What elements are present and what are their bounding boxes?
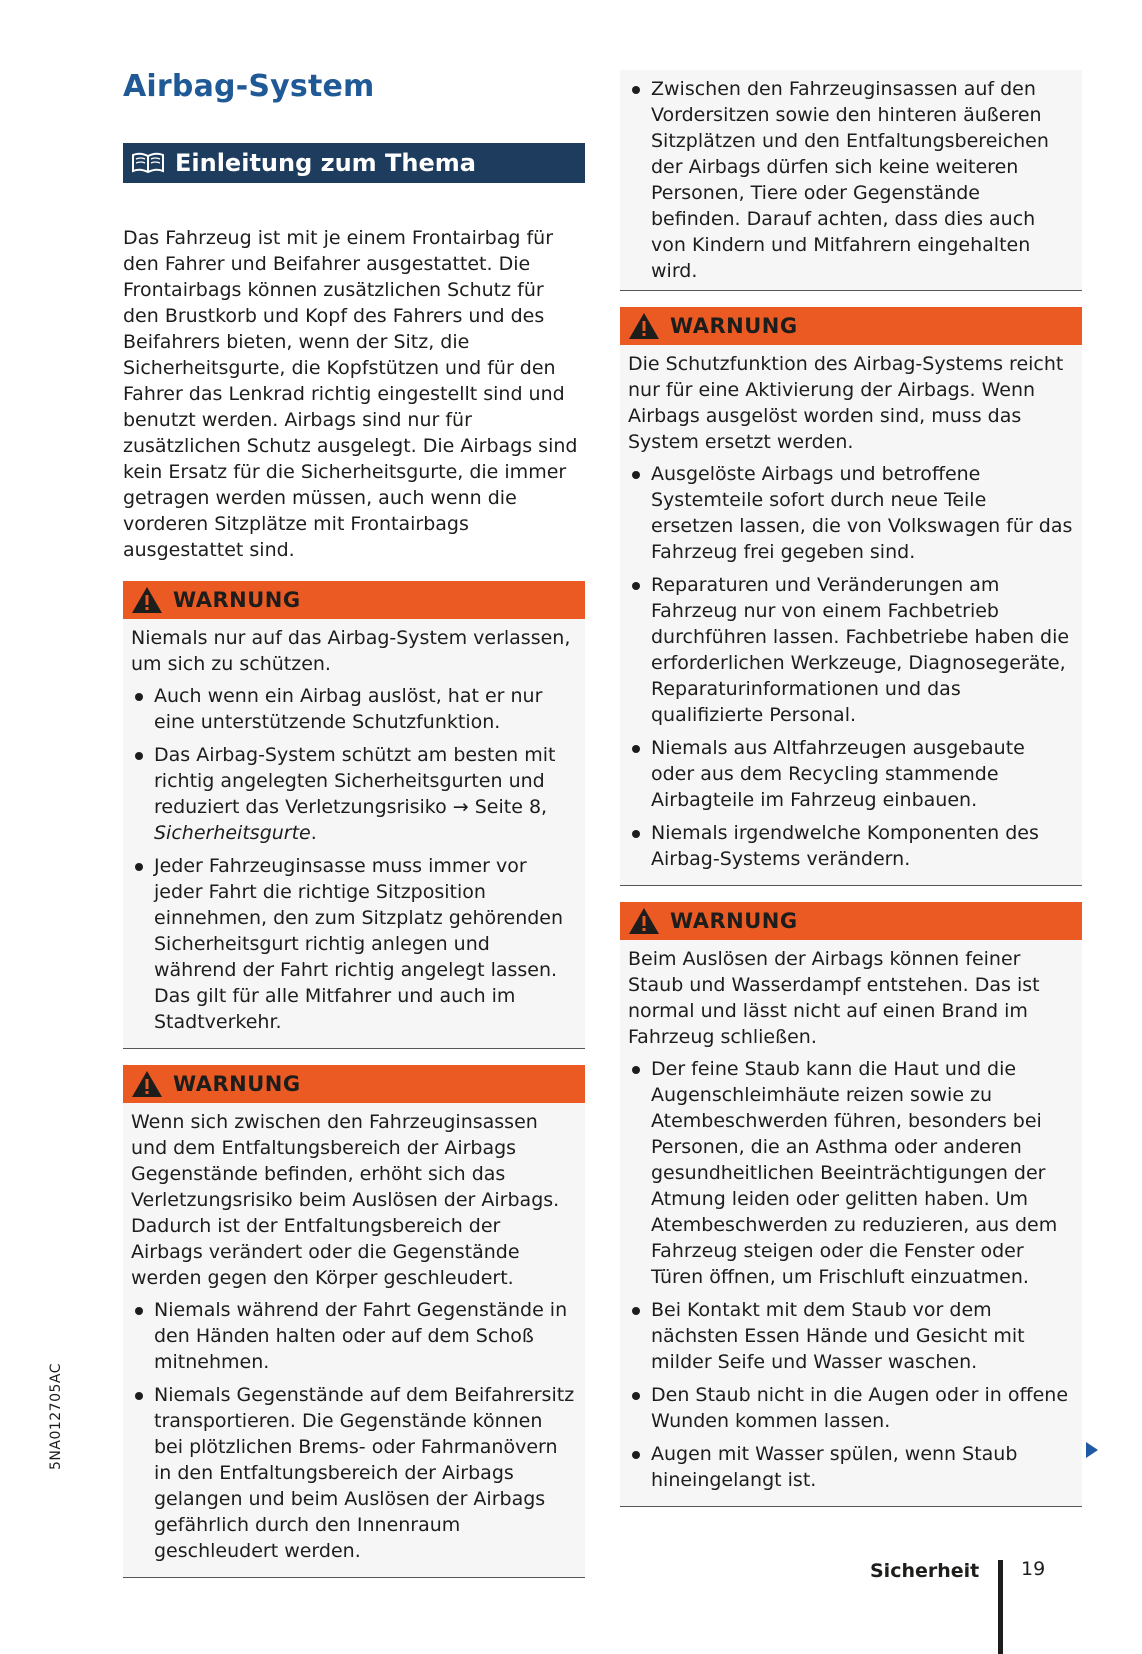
warning-body: [123, 1103, 585, 1564]
list-item: [131, 742, 577, 846]
topic-header: [123, 143, 585, 183]
warning-header: [620, 902, 1082, 940]
list-item: Reparaturen und Veränderungen am Fahrzeug nur von einem Fachbetrieb durchführen lassen. Fachbetriebe haben die erforderlichen Werkzeuge, Diagnosegeräte, Reparaturinformationen und das qualifizierte Personal.: [628, 572, 1074, 728]
footer-divider: [998, 1560, 1003, 1654]
warning-triangle-icon: [131, 1070, 163, 1098]
warning-header: [123, 581, 585, 619]
footer-section-title: Sicherheit: [870, 1560, 980, 1582]
warning-box-3: [620, 307, 1082, 886]
list-item-text: Das Airbag-System schützt am besten mit richtig angelegten Sicherheitsgurten und reduziert das Verletzungsrisiko → Seite 8,: [154, 744, 556, 818]
warning-list: [628, 461, 1074, 872]
topic-label: Einleitung zum Thema: [175, 149, 476, 177]
warning-lead: Die Schutzfunktion des Airbag-Systems reicht nur für eine Aktivierung der Airbags. Wenn Airbags ausgelöst worden sind, muss das System ersetzt werden.: [628, 353, 1064, 453]
page-number: 19: [1021, 1558, 1046, 1580]
warning-triangle-icon: [628, 312, 660, 340]
warning-triangle-icon: [131, 586, 163, 614]
warning-label: WARNUNG: [670, 909, 798, 933]
warning-label: WARNUNG: [173, 588, 301, 612]
warning-header: [620, 307, 1082, 345]
continue-arrow-icon[interactable]: [1085, 1441, 1099, 1459]
list-item: Niemals während der Fahrt Gegenstände in den Händen halten oder auf dem Schoß mitnehmen.: [131, 1297, 577, 1375]
list-item: Der feine Staub kann die Haut und die Augenschleimhäute reizen sowie zu Atembeschwerden führen, besonders bei Personen, die an Asthma oder anderen gesundheitlichen Beeinträchtigungen der Atmung leiden oder gelitten haben. Um Atembeschwerden zu reduzieren, aus dem Fahrzeug steigen oder die Fenster oder Türen öffnen, um Frischluft einzuatmen.: [628, 1056, 1074, 1290]
list-item: Augen mit Wasser spülen, wenn Staub hineingelangt ist.: [628, 1441, 1074, 1493]
warning-list: [628, 76, 1074, 284]
list-item: Niemals Gegenstände auf dem Beifahrersitz transportieren. Die Gegenstände können bei plötzlichen Brems- oder Fahrmanövern in den Entfaltungsbereich der Airbags gelangen und beim Auslösen der Airbags gefährlich durch den Innenraum geschleudert werden.: [131, 1382, 577, 1564]
warning-body: [123, 619, 585, 1035]
warning-lead: Beim Auslösen der Airbags können feiner Staub und Wasserdampf entstehen. Das ist normal und lässt nicht auf einen Brand im Fahrzeug schließen.: [628, 948, 1040, 1048]
warning-body: [620, 345, 1082, 872]
left-column: [123, 70, 585, 1594]
page-title: Airbag-System: [123, 69, 375, 104]
list-item: Den Staub nicht in die Augen oder in offene Wunden kommen lassen.: [628, 1382, 1074, 1434]
intro-text: [123, 225, 585, 563]
list-item: Bei Kontakt mit dem Staub vor dem nächsten Essen Hände und Gesicht mit milder Seife und Wasser waschen.: [628, 1297, 1074, 1375]
warning-body: [620, 940, 1082, 1493]
warning-lead: Wenn sich zwischen den Fahrzeuginsassen und dem Entfaltungsbereich der Airbags Gegenstände befinden, erhöht sich das Verletzungsrisiko beim Auslösen der Airbags. Dadurch ist der Entfaltungsbereich der Airbags verändert oder die Gegenstände werden gegen den Körper geschleudert.: [131, 1111, 560, 1289]
intro-paragraph: Das Fahrzeug ist mit je einem Frontairbag für den Fahrer und Beifahrer ausgestattet. Die Frontairbags können zusätzlichen Schutz für den Brustkorb und Kopf des Fahrers und des Beifahrers bieten, wenn der Sitz, die Sicherheitsgurte, die Kopfstützen und für den Fahrer das Lenkrad richtig eingestellt sind und benutzt werden. Airbags sind nur für zusätzlichen Schutz ausgelegt. Die Airbags sind kein Ersatz für die Sicherheitsgurte, die immer getragen werden müssen, auch wenn die vorderen Sitzplätze mit Frontairbags ausgestattet sind.: [123, 227, 578, 561]
list-item-tail: .: [310, 822, 317, 844]
right-column: [620, 70, 1082, 1523]
warning-header: [123, 1065, 585, 1103]
warning-list: [131, 683, 577, 1035]
list-item: Auch wenn ein Airbag auslöst, hat er nur eine unterstützende Schutzfunktion.: [131, 683, 577, 735]
warning-lead: Niemals nur auf das Airbag-System verlassen, um sich zu schützen.: [131, 627, 571, 675]
warning-label: WARNUNG: [173, 1072, 301, 1096]
list-item: Niemals irgendwelche Komponenten des Airbag-Systems verändern.: [628, 820, 1074, 872]
list-item: Niemals aus Altfahrzeugen ausgebaute oder aus dem Recycling stammende Airbagteile im Fahrzeug einbauen.: [628, 735, 1074, 813]
book-icon: [131, 152, 165, 174]
warning-list: [628, 1056, 1074, 1493]
document-code: 5NA012705AC: [48, 1362, 64, 1470]
list-item: Jeder Fahrzeuginsasse muss immer vor jeder Fahrt die richtige Sitzposition einnehmen, den zum Sitzplatz gehörenden Sicherheitsgurt richtig anlegen und während der Fahrt richtig angelegt lassen. Das gilt für alle Mitfahrer und auch im Stadtverkehr.: [131, 853, 577, 1035]
list-item: Zwischen den Fahrzeuginsassen auf den Vordersitzen sowie den hinteren äußeren Sitzplätzen und den Entfaltungsbereichen der Airbags dürfen sich keine weiteren Personen, Tiere oder Gegenstände befinden. Darauf achten, dass dies auch von Kindern und Mitfahrern eingehalten wird.: [628, 76, 1074, 284]
warning-label: WARNUNG: [670, 314, 798, 338]
warning-box-2: [123, 1065, 585, 1578]
continued-warning-box: [620, 70, 1082, 291]
warning-list: [131, 1297, 577, 1564]
list-item: Ausgelöste Airbags und betroffene Systemteile sofort durch neue Teile ersetzen lassen, die von Volkswagen für das Fahrzeug frei gegeben sind.: [628, 461, 1074, 565]
cross-reference-link[interactable]: Sicherheitsgurte: [154, 822, 311, 844]
warning-box-1: [123, 581, 585, 1049]
warning-box-4: [620, 902, 1082, 1507]
warning-triangle-icon: [628, 907, 660, 935]
